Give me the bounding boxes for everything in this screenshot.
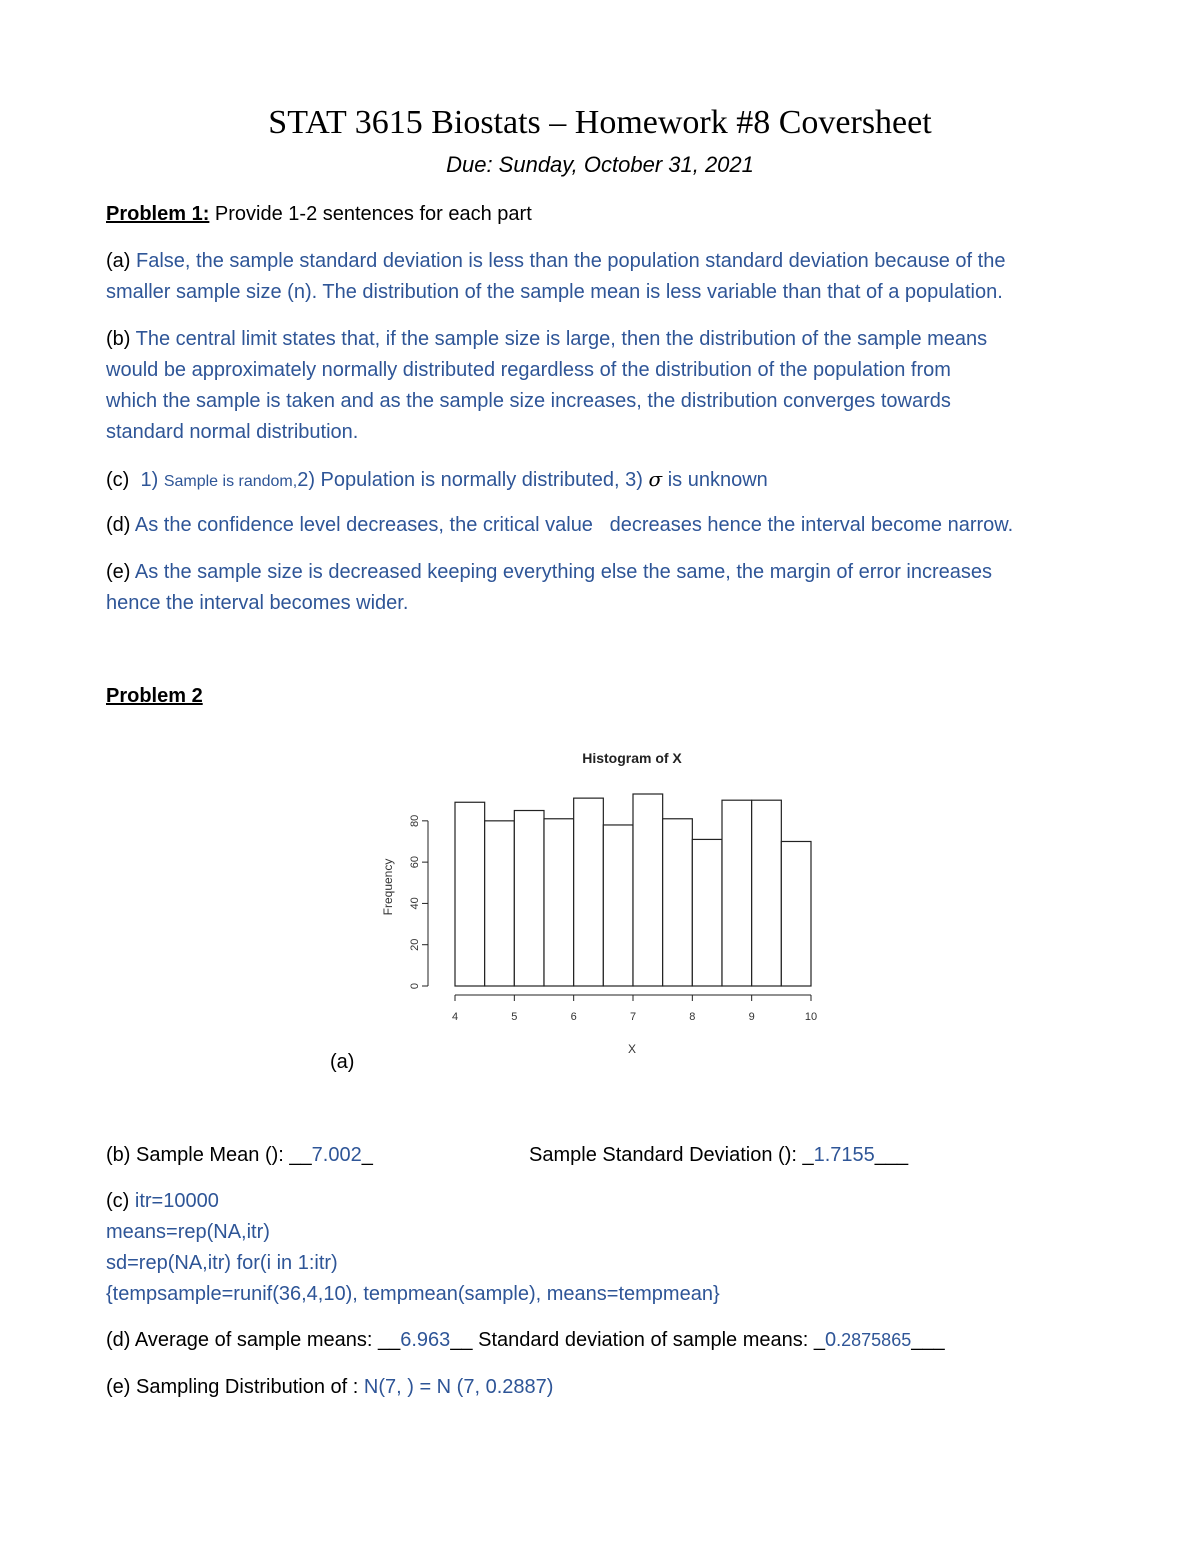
problem1-heading: Problem 1: — [106, 203, 210, 225]
answer-2d-avg-value: 6.963 — [400, 1329, 451, 1351]
answer-2e-value: N(7, ) = N (7, 0.2887) — [363, 1376, 554, 1398]
answer-2e — [106, 1372, 1106, 1403]
answer-2c — [106, 1186, 1106, 1310]
x-axis — [452, 995, 817, 1023]
histogram-bar — [485, 821, 515, 986]
histogram-chart — [370, 740, 840, 1065]
answer-1e-label: (e) — [106, 561, 131, 583]
problem1-instructions: Provide 1-2 sentences for each part — [214, 203, 532, 225]
answer-1a-label: (a) — [106, 250, 131, 272]
answer-1c-item1-num: 1) — [140, 469, 159, 491]
answer-1c-label: (c) — [106, 469, 130, 491]
histogram-bar — [752, 800, 782, 986]
sigma-symbol: σ — [648, 467, 663, 491]
x-tick-label: 5 — [511, 1011, 518, 1023]
histogram-bar — [574, 798, 604, 986]
x-tick-label: 10 — [804, 1011, 818, 1023]
answer-1e — [106, 557, 1106, 619]
y-tick-label: 60 — [409, 856, 421, 869]
answer-1a-line2: smaller sample size (n). The distribution of the sample mean is less variable than that of a population. — [106, 281, 1003, 303]
histogram-bar — [455, 802, 485, 986]
y-tick-label: 80 — [409, 814, 421, 827]
answer-1b-line4: standard normal distribution. — [106, 421, 359, 443]
y-axis — [409, 815, 428, 989]
problem1-heading-line — [106, 199, 1106, 230]
answer-2b-mean-label: (b) Sample Mean (): — [106, 1144, 284, 1166]
answer-1c — [106, 464, 1106, 497]
answer-2d-avg-label: (d) Average of sample means: — [106, 1329, 373, 1351]
histogram-bar — [633, 794, 663, 986]
answer-2b-sd-prefix: _ — [802, 1144, 814, 1166]
y-tick-label: 20 — [409, 938, 421, 951]
answer-2b-sd-label: Sample Standard Deviation (): — [529, 1144, 797, 1166]
histogram-bar — [781, 841, 811, 986]
answer-2d-avg-suffix: __ — [450, 1329, 473, 1351]
chart-title: Histogram of X — [582, 750, 682, 766]
answer-1c-item2: 2) Population is normally distributed, 3) — [297, 469, 643, 491]
answer-2d-avg-prefix: __ — [378, 1329, 401, 1351]
answer-1d — [106, 510, 1106, 541]
problem2-heading: Problem 2 — [106, 685, 203, 707]
answer-1e-line1: As the sample size is decreased keeping everything else the same, the margin of error increases — [134, 561, 993, 583]
histogram-bar — [722, 800, 752, 986]
y-tick-label: 40 — [409, 897, 421, 910]
answer-2b-sd-value: 1.7155 — [813, 1144, 875, 1166]
x-tick-label: 4 — [451, 1011, 459, 1023]
answer-2e-label: (e) Sampling Distribution of : — [106, 1376, 359, 1398]
x-tick-label: 8 — [689, 1011, 696, 1023]
answer-2c-label: (c) — [106, 1190, 130, 1212]
chart-xlabel: X — [627, 1042, 637, 1056]
part-2a-label: (a) — [330, 1051, 355, 1073]
histogram-bar — [663, 819, 693, 986]
answer-2b-sd — [529, 1140, 1089, 1171]
answer-2b-mean-suffix: _ — [361, 1144, 373, 1166]
problem2-heading-line — [106, 681, 1106, 712]
answer-2d-sd-value-a: 0 — [825, 1329, 837, 1351]
due-date: Due: Sunday, October 31, 2021 — [446, 152, 754, 177]
answer-2d-sd-value-b: .2875865 — [836, 1330, 912, 1350]
part-2a-label-line — [330, 1047, 390, 1078]
answer-2c-code4: {tempsample=runif(36,4,10), tempmean(sample), means=tempmean} — [106, 1283, 720, 1305]
histogram-bar — [603, 825, 633, 986]
answer-2c-code3: sd=rep(NA,itr) for(i in 1:itr) — [106, 1252, 338, 1274]
histogram-bars — [455, 794, 811, 986]
answer-1b-line3: which the sample is taken and as the sample size increases, the distribution converges towards — [106, 390, 951, 412]
answer-2d — [106, 1325, 1156, 1356]
x-tick-label: 9 — [748, 1011, 755, 1023]
answer-2b-sd-suffix: ___ — [874, 1144, 909, 1166]
answer-1b-label: (b) — [106, 328, 131, 350]
x-tick-label: 7 — [629, 1011, 637, 1023]
answer-2c-code1: itr=10000 — [134, 1190, 219, 1212]
histogram-bar — [544, 819, 574, 986]
histogram-bar — [692, 839, 722, 986]
answer-2d-sd-suffix: ___ — [911, 1329, 945, 1351]
answer-1c-item3: is unknown — [667, 469, 768, 491]
answer-2c-code2: means=rep(NA,itr) — [106, 1221, 270, 1243]
answer-1b-line1: The central limit states that, if the sample size is large, then the distribution of the sample means — [135, 328, 988, 350]
answer-1d-label: (d) — [106, 514, 131, 536]
answer-2d-sd-prefix: _ — [813, 1329, 826, 1351]
answer-2b-mean-prefix: __ — [289, 1144, 312, 1166]
answer-1b — [106, 324, 1106, 448]
answer-2b-mean-value: 7.002 — [311, 1144, 362, 1166]
answer-2d-sd-label: Standard deviation of sample means: — [478, 1329, 809, 1351]
x-tick-label: 6 — [570, 1011, 577, 1023]
answer-1e-line2: hence the interval becomes wider. — [106, 592, 409, 614]
chart-ylabel: Frequency — [381, 858, 395, 916]
histogram-bar — [514, 811, 544, 986]
page-title: STAT 3615 Biostats – Homework #8 Coversheet — [268, 104, 932, 141]
answer-1b-line2: would be approximately normally distributed regardless of the distribution of the population from — [106, 359, 951, 381]
answer-1d-text: As the confidence level decreases, the critical value decreases hence the interval become narrow. — [134, 514, 1014, 536]
answer-1a — [106, 246, 1106, 308]
answer-1a-line1: False, the sample standard deviation is less than the population standard deviation because of the — [136, 250, 1006, 272]
answer-1c-item1-text: Sample is random, — [163, 473, 298, 490]
y-tick-label: 0 — [409, 982, 421, 990]
